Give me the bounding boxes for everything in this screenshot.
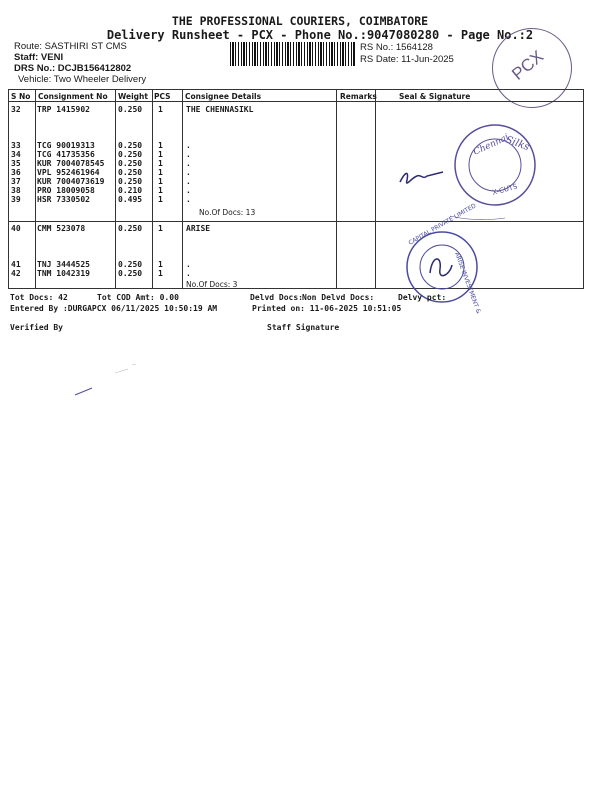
- col-consignee: Consignee Details: [185, 92, 262, 101]
- row-pcs: 1: [158, 260, 163, 269]
- row-consignee: .: [186, 177, 191, 186]
- row-pcs: 1: [158, 150, 163, 159]
- total-docs: Tot Docs: 42: [10, 293, 68, 302]
- row-weight: 0.250: [118, 269, 143, 278]
- row-consignee: .: [186, 195, 191, 204]
- row-pcs: 1: [158, 105, 163, 114]
- group1-doc-count: No.Of Docs: 13: [199, 208, 256, 217]
- col-pcs: PCS: [154, 92, 171, 101]
- barcode: [230, 42, 355, 66]
- runsheet-title: Delivery Runsheet - PCX - Phone No.:9047080280 - Page No.:2: [106, 28, 534, 42]
- printed-on: Printed on: 11-06-2025 10:51:05: [252, 304, 402, 313]
- row-weight: 0.250: [118, 150, 143, 159]
- pcx-stamp-text: PCX: [508, 46, 548, 84]
- row-consignee: .: [186, 269, 191, 278]
- row-sno: 33: [11, 141, 21, 150]
- staff-signature-label: Staff Signature: [267, 323, 340, 332]
- route-label: Route: SASTHIRI ST CMS: [14, 41, 127, 52]
- stamp1-line2: Silks: [503, 134, 531, 154]
- company-title: THE PROFESSIONAL COURIERS, COIMBATORE: [171, 14, 429, 28]
- row-weight: 0.250: [118, 224, 143, 233]
- row-sno: 37: [11, 177, 21, 186]
- row-consignment: TCG 41735356: [37, 150, 95, 159]
- row-consignment: TNJ 3444525: [37, 260, 90, 269]
- row-consignee: .: [186, 168, 191, 177]
- row-pcs: 1: [158, 224, 163, 233]
- row-consignment: TCG 90019313: [37, 141, 95, 150]
- drs-number: DRS No.: DCJB156412802: [14, 63, 132, 74]
- delivery-pct: Delvy pct:: [398, 293, 447, 302]
- row-weight: 0.250: [118, 177, 143, 186]
- row-consignment: VPL 952461964: [37, 168, 100, 177]
- row-consignee: .: [186, 260, 191, 269]
- row-consignment: HSR 7330502: [37, 195, 90, 204]
- rs-date: RS Date: 11-Jun-2025: [360, 54, 454, 65]
- vehicle-label: Vehicle: Two Wheeler Delivery: [18, 74, 147, 85]
- row-consignee: THE CHENNASIKL: [186, 105, 254, 114]
- row-consignee: .: [186, 159, 191, 168]
- handwritten-signature-2: [430, 259, 452, 276]
- col-remarks: Remarks: [340, 92, 377, 101]
- row-sno: 42: [11, 269, 21, 278]
- row-pcs: 1: [158, 159, 163, 168]
- row-sno: 34: [11, 150, 21, 159]
- non-delivered-docs: Non Delvd Docs:: [302, 293, 375, 302]
- row-consignment: CMM 523078: [37, 224, 86, 233]
- row-pcs: 1: [158, 186, 163, 195]
- entered-by: Entered By :DURGAPCX 06/11/2025 10:50:19 AM: [10, 304, 218, 313]
- row-consignment: TNM 1042319: [37, 269, 90, 278]
- row-weight: 0.250: [118, 168, 143, 177]
- row-consignment: KUR 7004078545: [37, 159, 105, 168]
- row-pcs: 1: [158, 141, 163, 150]
- row-pcs: 1: [158, 269, 163, 278]
- handwritten-signature-1: [400, 172, 443, 183]
- chennai-silks-stamp: [395, 120, 545, 230]
- stamp1-line3: X-CUTS: [491, 182, 519, 197]
- row-sno: 35: [11, 159, 21, 168]
- col-seal-signature: Seal & Signature: [399, 92, 471, 101]
- row-sno: 40: [11, 224, 21, 233]
- row-consignee: .: [186, 186, 191, 195]
- row-pcs: 1: [158, 177, 163, 186]
- row-sno: 36: [11, 168, 21, 177]
- staff-label: Staff: VENI: [14, 52, 64, 63]
- row-sno: 32: [11, 105, 21, 114]
- row-weight: 0.250: [118, 105, 143, 114]
- stamp2-line2: ARISE INVESTMENT &: [453, 251, 482, 315]
- pen-mark: [70, 355, 160, 400]
- delivered-docs: Delvd Docs:: [250, 293, 303, 302]
- row-consignee: .: [186, 150, 191, 159]
- row-consignee: .: [186, 141, 191, 150]
- row-weight: 0.495: [118, 195, 143, 204]
- row-sno: 38: [11, 186, 21, 195]
- row-weight: 0.210: [118, 186, 143, 195]
- row-pcs: 1: [158, 168, 163, 177]
- row-consignee: ARISE: [186, 224, 211, 233]
- col-consignment: Consignment No: [38, 92, 108, 101]
- row-pcs: 1: [158, 195, 163, 204]
- verified-by-label: Verified By: [10, 323, 63, 332]
- row-sno: 41: [11, 260, 21, 269]
- col-weight: Weight: [118, 92, 148, 101]
- row-consignment: PRO 18009058: [37, 186, 95, 195]
- row-weight: 0.250: [118, 159, 143, 168]
- rs-number: RS No.: 1564128: [360, 42, 433, 53]
- row-weight: 0.250: [118, 141, 143, 150]
- row-sno: 39: [11, 195, 21, 204]
- col-sno: S No: [11, 92, 31, 101]
- stamp2-line1: CAPITAL PRIVATE LIMITED: [407, 202, 478, 247]
- group2-doc-count: No.Of Docs: 3: [186, 280, 238, 289]
- cod-amount: Tot COD Amt: 0.00: [97, 293, 179, 302]
- row-consignment: TRP 1415902: [37, 105, 90, 114]
- row-weight: 0.250: [118, 260, 143, 269]
- row-consignment: KUR 7004073619: [37, 177, 105, 186]
- stamp1-line1: Chennai: [472, 132, 511, 158]
